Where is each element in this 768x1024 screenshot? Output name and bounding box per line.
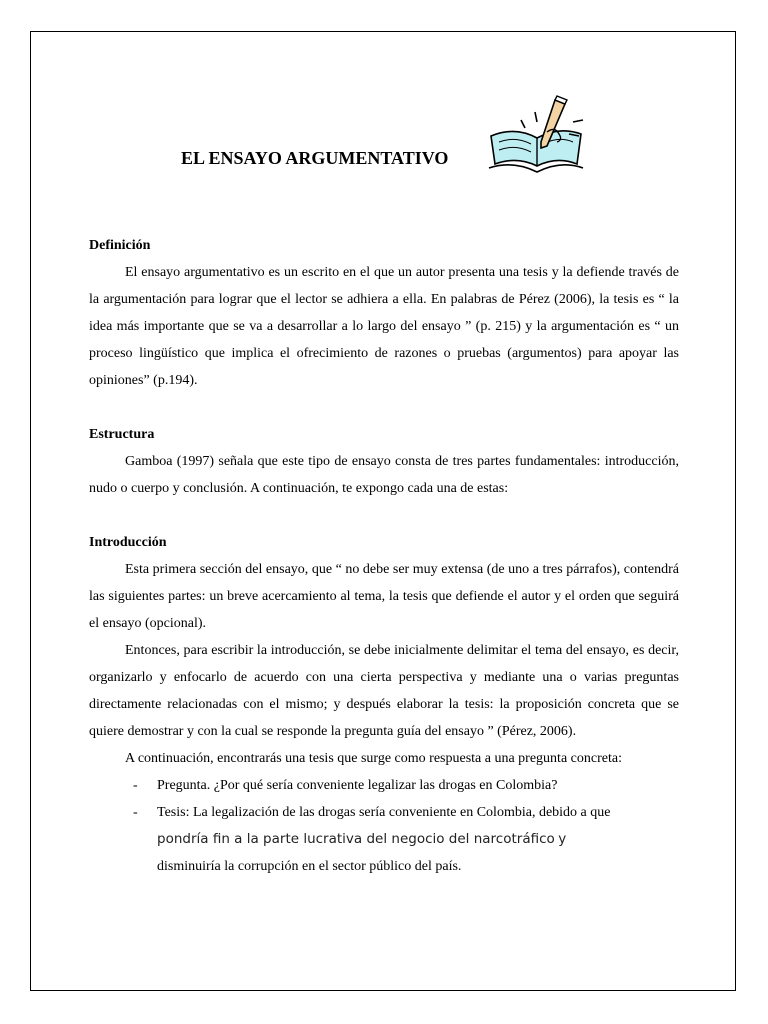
list-item-text-highlight: pondría fin a la parte lucrativa del negocio del narcotráfico [157,831,555,847]
list-item [89,772,679,799]
paragraph: Entonces, para escribir la introducción, se debe inicialmente delimitar el tema del ensayo, es decir, organizarlo y enfocarlo de acuerdo con una cierta perspectiva y mediante una o varias preguntas directamente relacionadas con el mismo; y después elaborar la tesis: la proposición concreta que se quiere demostrar y con la cual se responde la pregunta guía del ensayo ” (Pérez, 2006). [89,643,679,739]
list-bullet: - [133,805,138,820]
list-item-text: disminuiría la corrupción en el sector público del país. [157,859,462,874]
section-heading-definicion: Definición [89,238,151,253]
paragraph: El ensayo argumentativo es un escrito en el que un autor presenta una tesis y la defiende través de la argumentación para lograr que el lector se adhiera a ella. En palabras de Pérez (2006), la tesis es “ la idea más importante que se va a desarrollar a lo largo del ensayo ” (p. 215) y la argumentación es “ un proceso lingüístico que implica el ofrecimiento de razones o pruebas (argumentos) para apoyar las opiniones” (p.194). [89,265,679,388]
list-bullet: - [133,778,138,793]
writing-clipart-icon [485,90,589,176]
list-item-text: Pregunta. ¿Por qué sería conveniente legalizar las drogas en Colombia? [157,778,558,793]
paragraph: Esta primera sección del ensayo, que “ no debe ser muy extensa (de uno a tres párrafos), contendrá las siguientes partes: un breve acercamiento al tema, la tesis que defiende el autor y el orden que seguirá el ensayo (opcional). [89,562,679,631]
document-body [89,232,679,880]
list-item-text-connector: y [558,831,567,847]
list-item-text: Tesis: La legalización de las drogas sería conveniente en Colombia, debido a que [157,805,611,820]
paragraph: Gamboa (1997) señala que este tipo de ensayo consta de tres partes fundamentales: introducción, nudo o cuerpo y conclusión. A continuación, te expongo cada una de estas: [89,454,679,496]
example-list [89,772,679,880]
paragraph: A continuación, encontrarás una tesis que surge como respuesta a una pregunta concreta: [125,751,622,766]
document-page [30,31,736,991]
section-heading-estructura: Estructura [89,427,155,442]
section-heading-introduccion: Introducción [89,535,167,550]
document-title: EL ENSAYO ARGUMENTATIVO [181,148,449,168]
list-item [89,799,679,880]
